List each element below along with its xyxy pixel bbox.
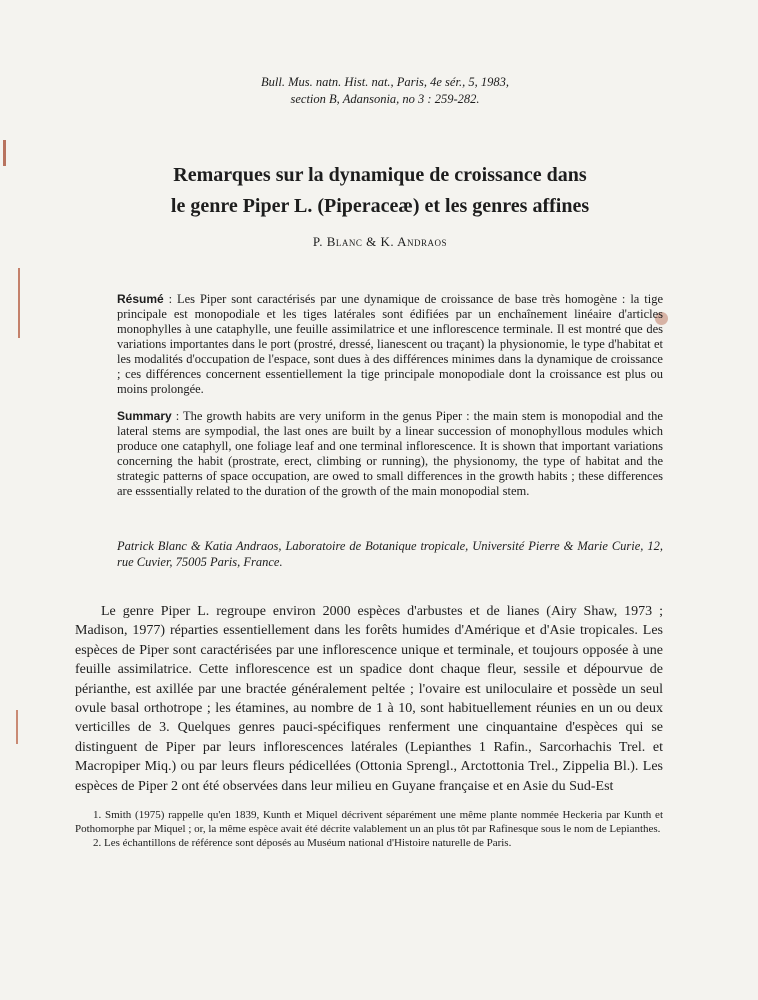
title-line-2: le genre Piper L. (Piperaceæ) et les genres affines xyxy=(170,195,590,217)
margin-mark xyxy=(3,140,6,166)
body-text xyxy=(75,602,663,796)
margin-mark xyxy=(16,710,18,744)
citation-line-1: Bull. Mus. natn. Hist. nat., Paris, 4e sér., 5, 1983, xyxy=(261,75,509,89)
body-paragraph: Le genre Piper L. regroupe environ 2000 espèces d'arbustes et de lianes (Airy Shaw, 1973 ; Madison, 1977) réparties essentiellement dans les forêts humides d'Amérique et d'Asie tropicales. Les espèces de Piper sont caractérisées par une inflorescence unique et terminale, et toujours opposée à une feuille assimilatrice. Cette inflorescence est un spadice dont chaque fleur, sessile et dépourvue de périanthe, est axillée par une bractée généralement peltée ; l'ovaire est uniloculaire et possède un seul ovule basal orthotrope ; les étamines, au nombre de 1 à 10, sont habituellement réunies en un ou deux verticilles de 3. Quelques genres pauci-spécifiques renferment une cinquantaine d'espèces qui se distinguent de Piper par leurs inflorescences latérales (Lepianthes 1 Rafin., Sarcorhachis Trel. et Macropiper Miq.) ou par leurs fleurs pédicellées (Ottonia Sprengl., Arctottonia Trel., Zippelia Bl.). Les espèces de Piper 2 ont été observées dans leur milieu en Guyane française et en Asie du Sud-Est xyxy=(75,604,663,794)
footnote-1: 1. Smith (1975) rappelle qu'en 1839, Kunth et Miquel décrivent séparément une même plante nommée Heckeria par Kunth et Pothomorphe par Miquel ; or, la même espèce avait été décrite valablement un an plus tôt par Rafinesque sous le nom de Lepianthes. xyxy=(75,809,663,835)
author-affiliation: Patrick Blanc & Katia Andraos, Laboratoire de Botanique tropicale, Université Pierre & Marie Curie, 12, rue Cuvier, 75005 Paris, France. xyxy=(117,539,663,569)
margin-mark xyxy=(18,268,20,338)
citation-line-2: section B, Adansonia, no 3 : 259-282. xyxy=(290,92,480,106)
title-line-1: Remarques sur la dynamique de croissance dans xyxy=(173,164,587,186)
resume-text: : Les Piper sont caractérisés par une dynamique de croissance de base très homogène : la tige principale est monopodiale et les tiges latérales sont édifiées par un enchaînement linéaire d'articles monophylles à une cataphylle, une feuille assimilatrice et une inflorescence terminale. Il est montré que des variations importantes dans le port (prostré, dressé, lianescent ou traçant) la physionomie, le type d'habitat et les modalités d'occupation de l'espace, sont dues à des différences minimes dans la dynamique de croissance ; ces différences concernent essentiellement la tige principale monopodiale dont la croissance est plus ou moins prolongée. xyxy=(117,292,663,396)
resume-label: Résumé xyxy=(117,292,164,306)
summary-text: : The growth habits are very uniform in the genus Piper : the main stem is monopodial and the lateral stems are sympodial, the last ones are built by a linear succession of monophyllous modules which produce one cataphyll, one foliage leaf and one terminal inflorescence. It is shown that important variations concerning the habit (prostrate, erect, climbing or running), the physionomy, the type of habitat and the strategic patterns of space occupation, are owed to small differences in the growth habits ; these differences are esssentially related to the duration of the growth of the main monopodial stem. xyxy=(117,409,663,498)
summary-label: Summary xyxy=(117,409,172,423)
journal-citation xyxy=(200,74,570,108)
paper-title xyxy=(100,160,660,222)
summary-abstract xyxy=(117,409,663,499)
resume-abstract xyxy=(117,292,663,397)
footnote-2: 2. Les échantillons de référence sont déposés au Muséum national d'Histoire naturelle de Paris. xyxy=(93,837,512,849)
footnotes xyxy=(75,808,663,850)
authors: P. Blanc & K. Andraos xyxy=(312,234,448,249)
